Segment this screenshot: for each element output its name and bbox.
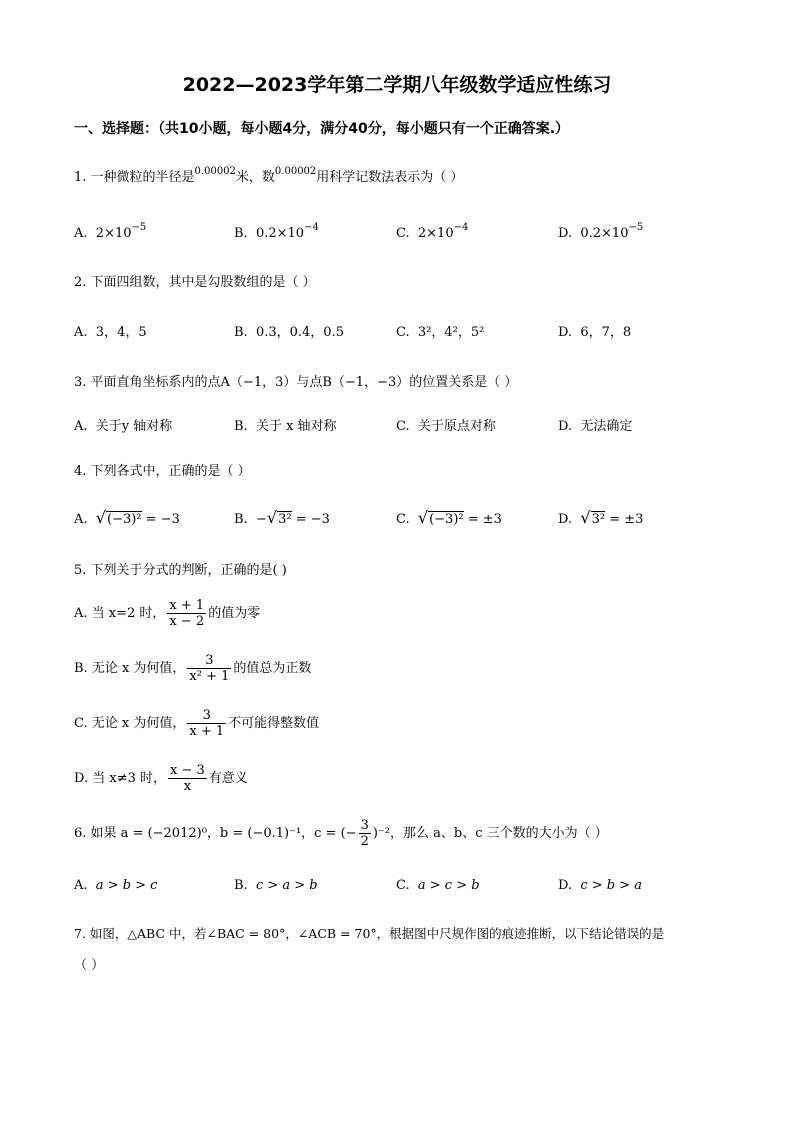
sqrt-symbol: √: [95, 508, 106, 527]
q6-option-a: A. a > b > c: [74, 878, 158, 893]
question-2-stem: 2. 下面四组数，其中是勾股数组的是（ ）: [74, 275, 316, 290]
q4-option-d: D. √3² = ±3: [558, 508, 644, 527]
q4-option-a: A. √(−3)² = −3: [74, 508, 180, 527]
q6-option-d: D. c > b > a: [558, 878, 643, 893]
question-6-stem: 6. 如果 a = (−2012)⁰，b = (−0.1)⁻¹，c = (− $\frac{3}{2}$ )⁻²，那么 a、b、c 三个数的大小为（ ）: [74, 818, 608, 849]
q3-option-d: D. 无法确定: [558, 419, 633, 434]
question-4-stem: 4. 下列各式中，正确的是（ ）: [74, 464, 251, 479]
q2-option-b: B. 0.3，0.4，0.5: [234, 325, 344, 340]
q2-option-a: A. 3，4，5: [74, 325, 147, 340]
q3-option-b: B. 关于 x 轴对称: [234, 419, 337, 434]
q1-option-d: D. $0.2\times 10^{-5}$: [558, 222, 644, 241]
q1-option-b: B. $0.2\times 10^{-4}$: [234, 222, 319, 241]
q1-option-a: A. $2\times 10^{-5}$: [74, 222, 147, 241]
page-title: 2022—2023学年第二学期八年级数学适应性练习: [182, 74, 612, 96]
q4-option-c: C. √(−3)² = ±3: [396, 508, 502, 527]
question-3-stem: 3. 平面直角坐标系内的点A（−1，3）与点B（−1，−3）的位置关系是（ ）: [74, 375, 518, 390]
sqrt-symbol: √: [417, 508, 429, 527]
question-7-stem: 7. 如图，△ABC 中，若∠BAC = 80°，∠ACB = 70°，根据图中尺规作图的痕迹推断，以下结论错误的是: [74, 926, 665, 941]
q2-option-d: D. 6，7，8: [558, 325, 632, 340]
sqrt-symbol: √: [266, 508, 278, 527]
question-5-stem: 5. 下列关于分式的判断，正确的是( ): [74, 563, 287, 578]
q5-option-c: C. 无论 x 为何值， $\frac{3}{x + 1}$ 不可能得整数值: [74, 708, 320, 739]
q5-option-a: A. 当 x=2 时， $\frac{x + 1}{x - 2}$ 的值为零: [74, 598, 261, 629]
q3-option-a: A. 关于y 轴对称: [74, 419, 173, 434]
question-1-stem: 1. 一种微粒的半径是$^{0.00002}$米，数$^{0.00002}$用科学记数法表示为（ ）: [74, 166, 464, 185]
section-heading: 一、选择题：（共10小题，每小题4分，满分40分，每小题只有一个正确答案.）: [74, 121, 570, 137]
q4-option-b: B. −√3² = −3: [234, 508, 330, 527]
q2-option-c: C. 3²，4²，5²: [396, 325, 485, 340]
q6-option-c: C. a > c > b: [396, 878, 480, 893]
q3-option-c: C. 关于原点对称: [396, 419, 496, 434]
q1-option-c: C. $2\times 10^{-4}$: [396, 222, 469, 241]
question-7-cont: （ ）: [74, 958, 105, 973]
sqrt-symbol: √: [580, 508, 591, 527]
q6-option-b: B. c > a > b: [234, 878, 318, 893]
q5-option-b: B. 无论 x 为何值， $\frac{3}{\text{x² + 1}}$ 的值总为正数: [74, 653, 312, 684]
q5-option-d: D. 当 x≠3 时， $\frac{x - 3}{x}$ 有意义: [74, 763, 248, 794]
